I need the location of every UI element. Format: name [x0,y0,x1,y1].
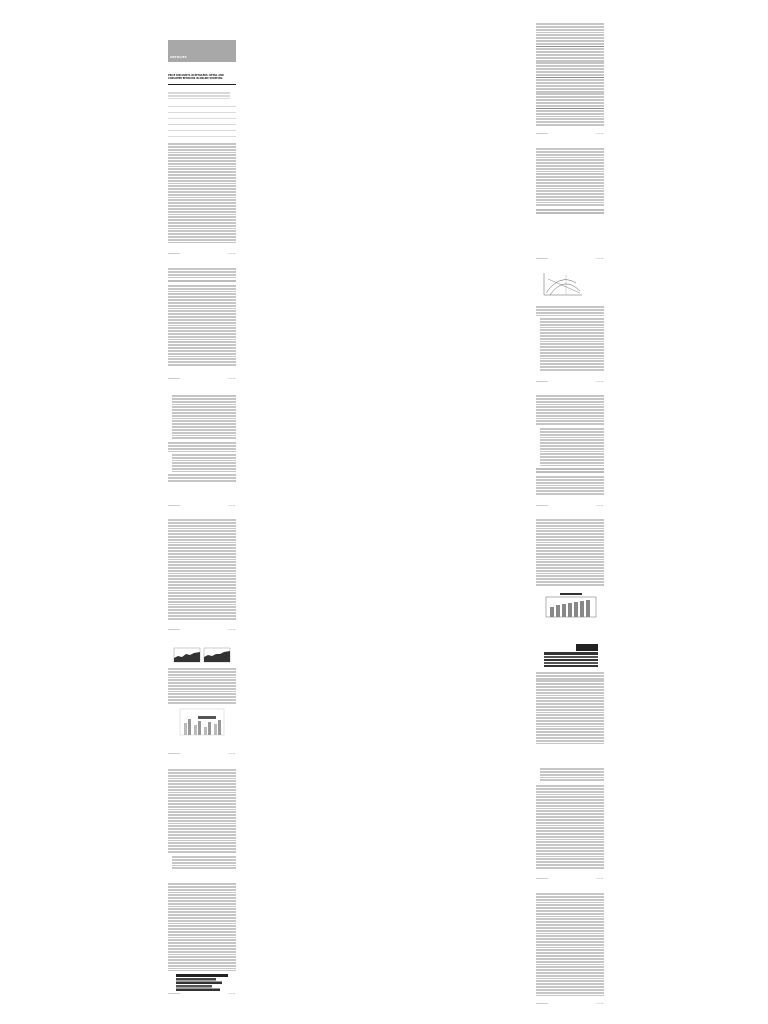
body-text [168,668,236,704]
body-text [168,519,236,621]
page-4 [534,145,606,263]
meta-line [168,124,236,126]
section-heading [536,468,604,474]
meta-line [168,112,236,114]
page-12 [534,640,606,758]
body-text [168,474,236,482]
page-footer [536,1004,604,1006]
bullet-list [540,318,604,372]
page-footer [168,630,236,632]
article-title: PRICE DISCOUNTS IN RETAILERS: RETAIL AND CONSUMER BEHAVIOR IN ONLINE SHOPPING [168,74,224,80]
footer-journal: Marketing Review [168,254,181,255]
footer-journal: Marketing Review [168,379,181,380]
page-footer [536,879,604,881]
page-8 [534,392,606,510]
page-3 [166,140,238,258]
page-footer [168,994,236,996]
footer-journal: Marketing Review [168,994,181,995]
footer-volume: Vol. 12, 2014 [228,754,236,755]
footer-volume: Vol. 12, 2014 [596,382,604,383]
curve-figure-svg [540,271,584,299]
body-text [536,148,604,206]
page-15 [166,880,238,998]
page-footer [168,506,236,508]
page-6 [534,268,606,386]
page-13 [166,766,238,884]
body-text [536,306,604,316]
bullet-list [540,428,604,466]
footer-volume: Vol. 12, 2014 [228,994,236,995]
page-2 [534,20,606,138]
page-5 [166,265,238,383]
page-footer [536,134,604,136]
column-chart-svg [544,592,598,622]
figure-curves [540,271,584,299]
body-text [536,476,604,496]
page-footer [536,506,604,508]
page-9 [166,516,238,634]
page-footer [168,379,236,381]
abstract [168,92,230,100]
indented-list [172,395,236,439]
footer-journal: Marketing Review [536,382,549,383]
footer-volume: Vol. 12, 2014 [228,254,236,255]
footer-volume: Vol. 12, 2014 [228,506,236,507]
body-text [168,143,236,243]
figure-bar-chart [176,707,228,741]
page-1 [166,20,238,150]
section-heading [536,209,604,215]
footer-volume: Vol. 12, 2014 [228,379,236,380]
section-heading [168,280,236,283]
body-text [536,519,604,587]
body-text [536,118,604,126]
body-text [536,785,604,869]
footer-journal: Marketing Review [536,259,549,260]
page-16 [534,890,606,1008]
body-text [536,672,604,744]
footer-volume: Vol. 12, 2014 [596,1004,604,1005]
page-14 [534,765,606,883]
footer-journal: Marketing Review [168,630,181,631]
body-text [168,285,236,367]
meta-line [168,130,236,132]
footer-journal: Marketing Review [536,1004,549,1005]
footer-volume: Vol. 12, 2014 [596,134,604,135]
bar-chart-svg [176,707,228,741]
page-footer [536,259,604,261]
bullet-list [540,768,604,782]
footer-volume: Vol. 12, 2014 [596,259,604,260]
page-10 [534,516,606,634]
section-label: ARTICLES [170,55,187,59]
figure-area-charts [170,646,234,666]
indented-list [172,856,236,870]
footer-journal: Marketing Review [168,506,181,507]
section-banner [168,40,236,62]
footer-journal: Marketing Review [536,134,549,135]
indented-list [172,454,236,472]
page-11 [166,640,238,758]
body-text [168,883,236,971]
footer-journal: Marketing Review [536,506,549,507]
page-footer [168,754,236,756]
body-text [536,893,604,997]
area-chart-svg [170,646,234,666]
title-rule [168,84,236,85]
body-text [536,23,604,117]
stacked-bar-svg [174,973,230,993]
footer-volume: Vol. 12, 2014 [228,630,236,631]
body-text [536,395,604,425]
footer-volume: Vol. 12, 2014 [596,506,604,507]
figure-stacked-bars [174,973,230,993]
meta-line [168,106,236,108]
body-text [168,442,236,452]
figure-table [542,643,600,669]
figure-column-chart [544,592,598,622]
body-text [168,268,236,278]
page-footer [168,254,236,256]
meta-line [168,136,236,138]
meta-line [168,118,236,120]
page-footer [536,382,604,384]
footer-journal: Marketing Review [536,879,549,880]
table-svg [542,643,600,669]
footer-volume: Vol. 12, 2014 [596,879,604,880]
footer-journal: Marketing Review [168,754,181,755]
page-7 [166,392,238,510]
body-text [168,769,236,853]
